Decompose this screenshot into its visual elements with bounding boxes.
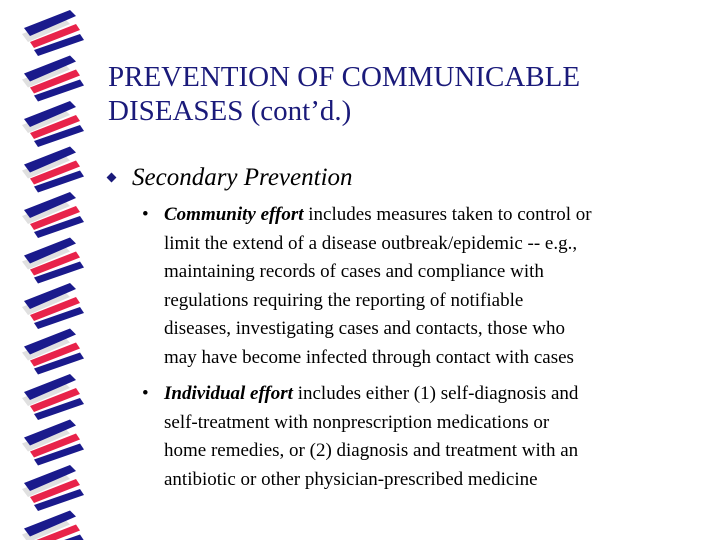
subbullet-line: maintaining records of cases and compliance with bbox=[164, 261, 544, 282]
ribbon-stripe-icon bbox=[22, 465, 84, 511]
slide-title bbox=[108, 60, 708, 128]
decorative-ribbon-border bbox=[0, 0, 100, 540]
dot-bullet-icon: • bbox=[142, 204, 149, 225]
bullet-text: Secondary Prevention bbox=[132, 164, 353, 191]
diamond-bullet-icon bbox=[107, 173, 117, 183]
subbullet-individual-effort bbox=[142, 380, 712, 494]
subbullet-line: regulations requiring the reporting of notifiable bbox=[164, 289, 524, 311]
title-line-1: PREVENTION OF COMMUNICABLE bbox=[108, 61, 581, 93]
ribbon-stripe-icon bbox=[22, 283, 84, 329]
subbullet-line: home remedies, or (2) diagnosis and treatment with an bbox=[164, 440, 579, 461]
ribbon-stripe-icon bbox=[22, 10, 84, 56]
ribbon-stripe-icon bbox=[22, 511, 84, 540]
ribbon-stripe-icon bbox=[22, 374, 84, 420]
subbullet-line: diseases, investigating cases and contacts, those who bbox=[164, 318, 566, 339]
subbullet-community-effort bbox=[142, 201, 712, 372]
dot-bullet-icon: • bbox=[142, 383, 149, 404]
ribbon-stripe-icon bbox=[22, 329, 84, 375]
subbullet-line: includes measures taken to control or bbox=[303, 204, 592, 225]
ribbon-stripe-icon bbox=[22, 101, 84, 147]
subbullet-line: self-treatment with nonprescription medications or bbox=[164, 411, 550, 433]
subbullet-line: includes either (1) self-diagnosis and bbox=[292, 383, 579, 404]
ribbon-stripe-icon bbox=[22, 238, 84, 284]
subbullet-lead: Individual effort bbox=[164, 383, 293, 404]
ribbon-stripe-icon bbox=[22, 420, 84, 466]
ribbon-stripe-icon bbox=[22, 56, 84, 102]
subbullet-line: limit the extend of a disease outbreak/epidemic -- e.g., bbox=[164, 232, 578, 254]
subbullet-line: may have become infected through contact with cases bbox=[164, 346, 574, 368]
subbullet-lead: Community effort bbox=[164, 204, 304, 225]
title-line-2: DISEASES (cont’d.) bbox=[108, 95, 352, 127]
ribbon-stripe-icon bbox=[22, 147, 84, 193]
subbullet-line: antibiotic or other physician-prescribed medicine bbox=[164, 468, 538, 490]
ribbon-stripe-icon bbox=[22, 192, 84, 238]
